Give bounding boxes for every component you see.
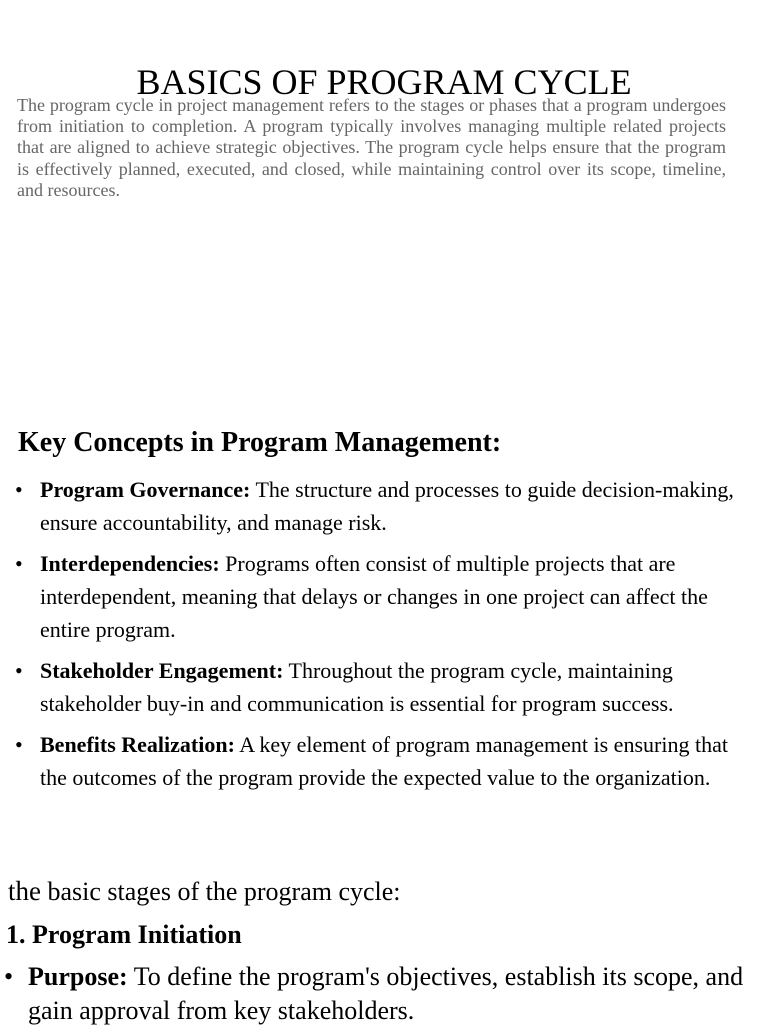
list-item — [0, 728, 768, 794]
concept-term: Interdependencies: — [40, 551, 220, 576]
bullet-icon: • — [4, 962, 14, 991]
stages-intro — [8, 873, 401, 910]
concept-text: Programs often consist of multiple projects that are interdependent, meaning that delays or changes in one project can affect the entire program. — [40, 551, 708, 642]
key-concepts-heading: Key Concepts in Program Management: — [18, 427, 502, 458]
stage-term: Purpose: — [28, 962, 128, 991]
list-item — [0, 654, 768, 720]
concept-text: A key element of program management is ensuring that the outcomes of the program provide the expected value to the organization. — [40, 732, 728, 790]
key-concepts-list — [0, 473, 768, 802]
concept-text: The structure and processes to guide decision-making, ensure accountability, and manage risk. — [40, 477, 734, 535]
bullet-icon: • — [15, 477, 23, 502]
stages-intro-the: the — [8, 876, 41, 906]
list-item — [0, 473, 768, 539]
bullet-icon: • — [15, 551, 23, 576]
stage-1-heading: 1. Program Initiation — [6, 920, 242, 949]
page-title: BASICS OF PROGRAM CYCLE — [136, 62, 632, 102]
list-item — [0, 960, 768, 1028]
list-item — [0, 547, 768, 646]
bullet-icon: • — [15, 658, 23, 683]
concept-term: Stakeholder Engagement: — [40, 658, 284, 683]
concept-term: Benefits Realization: — [40, 732, 235, 757]
concept-term: Program Governance: — [40, 477, 251, 502]
intro-paragraph: The program cycle in project management refers to the stages or phases that a program undergoes from initiation to completion. A program typically involves managing multiple related projects that are aligned to achieve strategic objectives. The program cycle helps ensure that the program is effectively planned, executed, and closed, while maintaining control over its scope, timeline, and resources. — [17, 95, 726, 200]
stage-text: To define the program's objectives, establish its scope, and gain approval from key stakeholders. — [28, 962, 744, 1025]
stage-1-list — [0, 960, 768, 1028]
stages-intro-text: basic stages of the program cycle: — [41, 877, 401, 906]
concept-text: Throughout the program cycle, maintaining stakeholder buy-in and communication is essential for program success. — [40, 658, 674, 716]
bullet-icon: • — [15, 732, 23, 757]
